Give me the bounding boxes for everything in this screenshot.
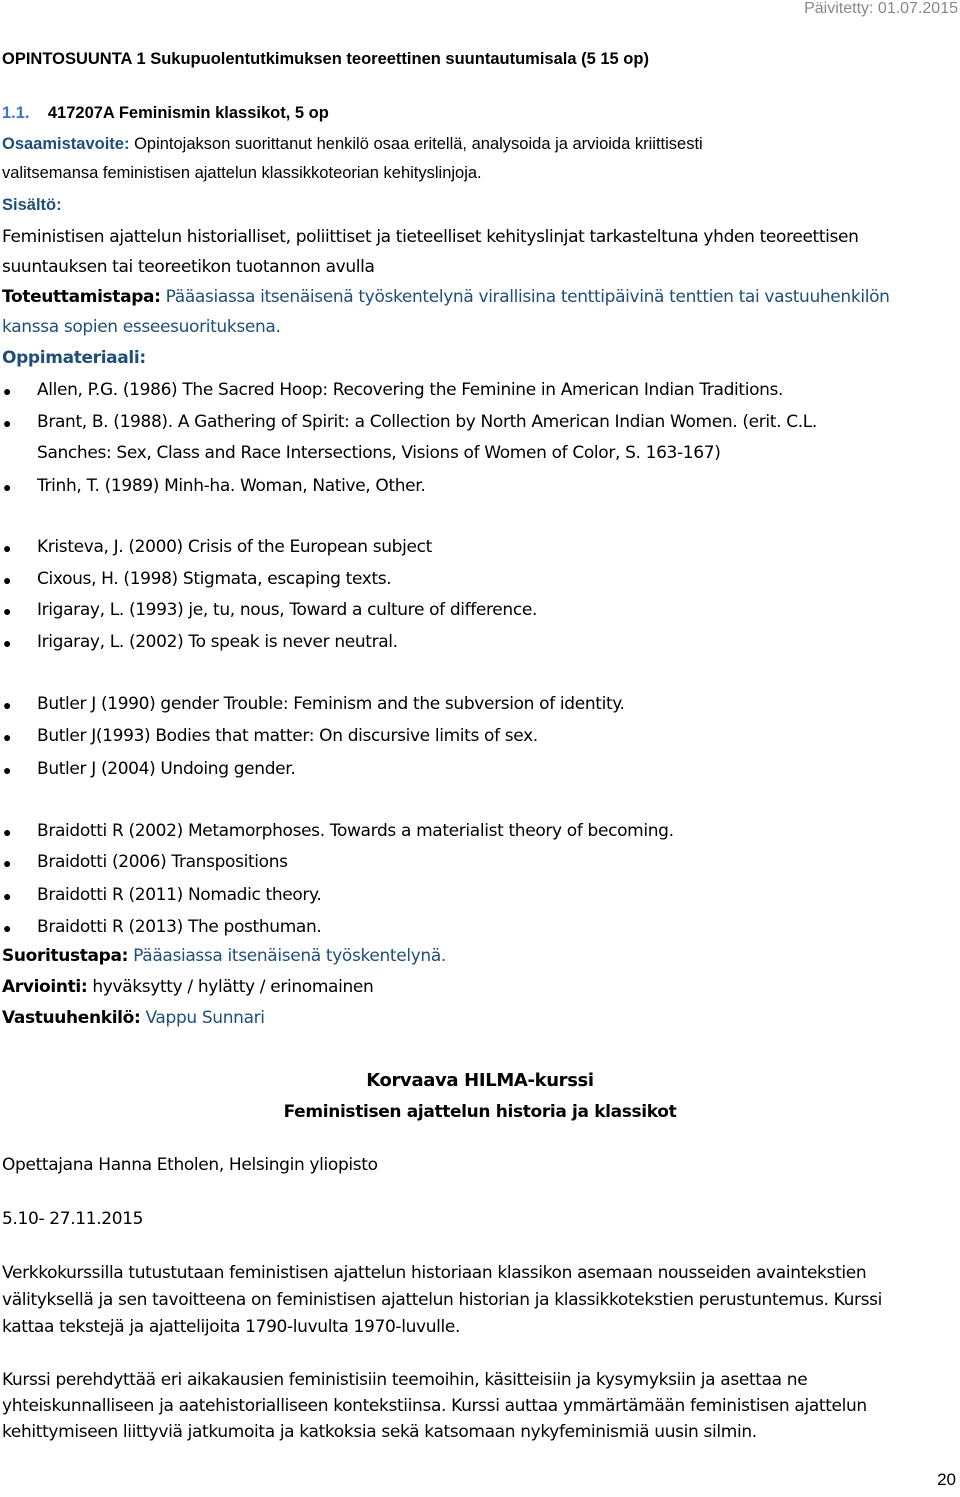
material-item: Butler J (1990) gender Trouble: Feminism and the subversion of identity.	[37, 694, 625, 714]
method-line-1	[2, 287, 890, 307]
hilma-para1-line-1: Verkkokurssilla tutustutaan feministisen ajattelun historiaan klassikon asemaan nousseiden avaintekstien	[2, 1263, 867, 1283]
bullet-icon: ●	[3, 920, 12, 936]
method-text: Pääasiassa itsenäisenä työskentelynä virallisina tenttipäivinä tenttien tai vastuuhenkilön	[160, 287, 890, 307]
material-item: Braidotti (2006) Transpositions	[37, 852, 288, 872]
page-number: 20	[937, 1470, 956, 1489]
content-line-2: suuntauksen tai teoreetikon tuotannon avulla	[2, 257, 375, 277]
hilma-para2-line-1: Kurssi perehdyttää eri aikakausien feministisiin teemoihin, käsitteisiin ja kysymyksiin ja asettaa ne	[2, 1370, 808, 1390]
updated-date: Päivitetty: 01.07.2015	[804, 0, 958, 17]
objective-line-1	[2, 135, 703, 154]
grading-value: hyväksytty / hylätty / erinomainen	[87, 977, 374, 997]
hilma-subtitle: Feministisen ajattelun historia ja klassikot	[283, 1102, 677, 1122]
bullet-icon: ●	[3, 540, 12, 556]
content-line-1: Feministisen ajattelun historialliset, poliittiset ja tieteelliset kehityslinjat tarkasteltuna yhden teoreettisen	[2, 227, 859, 247]
material-item: Trinh, T. (1989) Minh-ha. Woman, Native, Other.	[37, 476, 426, 496]
bullet-icon: ●	[3, 888, 12, 904]
material-item: Allen, P.G. (1986) The Sacred Hoop: Recovering the Feminine in American Indian Traditions.	[37, 380, 784, 400]
bullet-icon: ●	[3, 415, 12, 431]
bullet-icon: ●	[3, 697, 12, 713]
bullet-icon: ●	[3, 762, 12, 778]
material-item: Sanches: Sex, Class and Race Intersections, Visions of Women of Color, S. 163-167)	[37, 443, 721, 463]
responsible-label: Vastuuhenkilö:	[2, 1008, 141, 1028]
completion-value: Pääasiassa itsenäisenä työskentelynä.	[128, 946, 446, 966]
course-number: 1.1.	[2, 104, 30, 122]
material-item: Butler J (2004) Undoing gender.	[37, 759, 296, 779]
bullet-icon: ●	[3, 855, 12, 871]
bullet-icon: ●	[3, 824, 12, 840]
course-heading	[2, 104, 329, 123]
hilma-para2-line-3: kehittymiseen liittyviä jatkumoita ja katkoksia sekä katsomaan nykyfeminismiä uusin silmin.	[2, 1422, 757, 1442]
study-track-heading: OPINTOSUUNTA 1 Sukupuolentutkimuksen teoreettinen suuntautumisala (5 15 op)	[2, 50, 649, 68]
materials-label: Oppimateriaali:	[2, 348, 146, 368]
material-item: Braidotti R (2002) Metamorphoses. Towards a materialist theory of becoming.	[37, 821, 674, 841]
method-line-2: kanssa sopien esseesuorituksena.	[2, 317, 281, 337]
hilma-para1-line-2: välityksellä ja sen tavoitteena on feministisen ajattelun historian ja klassikkotekstien perustuntemus. Kurssi	[2, 1290, 883, 1310]
material-item: Braidotti R (2011) Nomadic theory.	[37, 885, 322, 905]
material-item: Braidotti R (2013) The posthuman.	[37, 917, 322, 937]
objective-line-2: valitsemansa feministisen ajattelun klassikkoteorian kehityslinjoja.	[2, 164, 482, 182]
material-item: Irigaray, L. (1993) je, tu, nous, Toward a culture of difference.	[37, 600, 538, 620]
grading-label: Arviointi:	[2, 977, 88, 997]
bullet-icon: ●	[3, 729, 12, 745]
material-item: Brant, B. (1988). A Gathering of Spirit: a Collection by North American Indian Women. (erit. C.L.	[37, 412, 817, 432]
hilma-para2-line-2: yhteiskunnalliseen ja aatehistorialliseen kontekstiinsa. Kurssi auttaa ymmärtämään feministisen ajattelun	[2, 1396, 867, 1416]
bullet-icon: ●	[3, 572, 12, 588]
bullet-icon: ●	[3, 383, 12, 399]
hilma-dates: 5.10- 27.11.2015	[2, 1209, 144, 1229]
responsible-line	[2, 1008, 265, 1028]
course-title: 417207A Feminismin klassikot, 5 op	[47, 104, 329, 122]
completion-label: Suoritustapa:	[2, 946, 129, 966]
bullet-icon: ●	[3, 479, 12, 495]
completion-line	[2, 946, 446, 966]
hilma-title: Korvaava HILMA-kurssi	[366, 1070, 594, 1091]
material-item: Cixous, H. (1998) Stigmata, escaping texts.	[37, 569, 392, 589]
objective-text: Opintojakson suorittanut henkilö osaa eritellä, analysoida ja arvioida kriittisesti	[129, 135, 703, 153]
grading-line	[2, 977, 373, 997]
content-label: Sisältö:	[2, 196, 62, 214]
objective-label: Osaamistavoite:	[2, 135, 130, 153]
hilma-teacher: Opettajana Hanna Etholen, Helsingin yliopisto	[2, 1155, 378, 1175]
bullet-icon: ●	[3, 635, 12, 651]
method-label: Toteuttamistapa:	[2, 287, 161, 307]
hilma-para1-line-3: kattaa tekstejä ja ajattelijoita 1790-luvulta 1970-luvulle.	[2, 1317, 461, 1337]
material-item: Butler J(1993) Bodies that matter: On discursive limits of sex.	[37, 726, 538, 746]
responsible-value: Vappu Sunnari	[140, 1008, 265, 1028]
material-item: Kristeva, J. (2000) Crisis of the European subject	[37, 537, 432, 557]
bullet-icon: ●	[3, 603, 12, 619]
material-item: Irigaray, L. (2002) To speak is never neutral.	[37, 632, 398, 652]
